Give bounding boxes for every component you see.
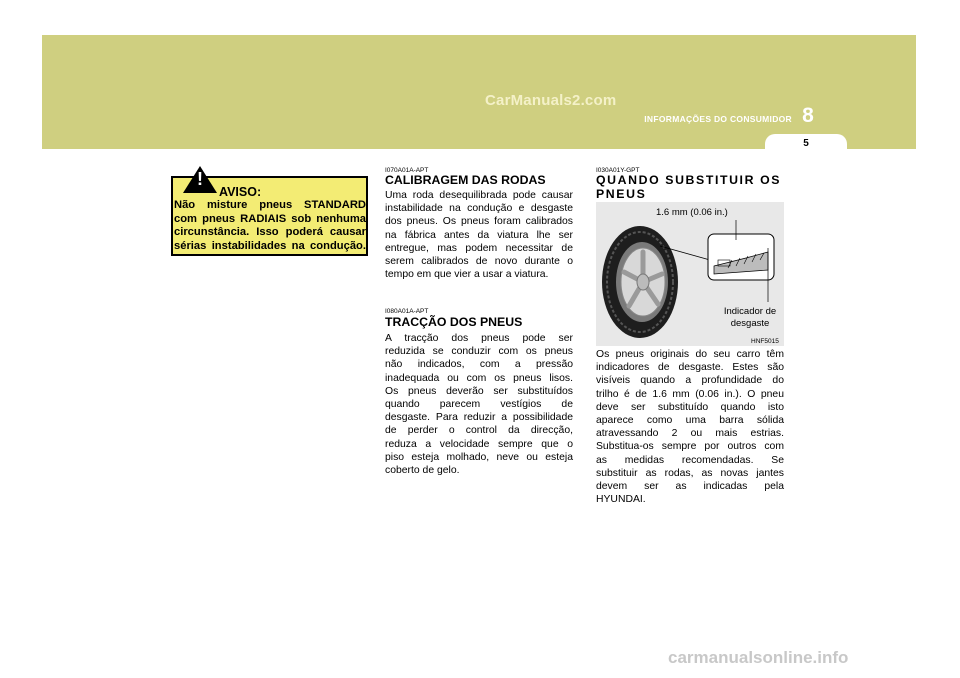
warning-line: circunstância. Isso poderá causar [174,226,366,238]
text-line: visíveis quando a profundidade do [596,375,784,387]
section-heading: CALIBRAGEM DAS RODAS [385,173,546,187]
section-heading: TRACÇÃO DOS PNEUS [385,315,523,329]
text-line: Uma roda desequilibrada pode causar [385,190,573,201]
site-link[interactable]: CarManuals2.com [485,92,617,109]
footer-site-link[interactable]: carmanualsonline.info [668,648,849,667]
warning-line: com pneus RADIAIS sob nenhuma [174,212,366,225]
section-code: I030A01Y-GPT [596,167,640,174]
text-line: instabilidade na condução e desgaste [385,203,573,215]
section-title: INFORMAÇÕES DO CONSUMIDOR [644,114,792,124]
text-line: Os pneus originais do seu carro têm [596,349,784,360]
text-line: aparece como uma barra sólida [596,415,784,427]
section-paragraph [385,332,573,477]
chapter-number: 8 [802,104,814,127]
section-code: I070A01A-APT [385,167,429,174]
measure-label: 1.6 mm (0.06 in.) [656,207,728,218]
text-line: A tracção dos pneus pode ser [385,333,573,344]
text-line: não indicados, com a pressão [385,359,573,371]
wheel-hub [637,274,649,290]
text-line: substituir as rodas, as novas jantes [596,467,784,479]
text-line: dos pneus. Os pneus foram calibrados [385,216,573,228]
text-line: tempo em que vier a usar a viatura. [385,269,549,281]
text-line: reduza a velocidade sempre que o [385,438,573,450]
page-number: 5 [803,138,809,149]
text-line: HYUNDAI. [596,494,646,506]
warning-line: Não misture pneus STANDARD [174,199,366,211]
text-line: reduzida se conduzir com os pneus [385,346,573,358]
text-line: atravessando 2 ou mais estrias. [596,428,784,440]
text-line: na fábrica antes da viatura lhe ser [385,229,573,241]
heading-line: QUANDO SUBSTITUIR OS [596,173,782,187]
section-code: I080A01A-APT [385,308,429,315]
text-line: quando parecem vestígios de [385,399,573,411]
text-line: deve ser substituído quando isto [596,401,784,413]
warning-exclamation: ! [197,169,203,189]
text-line: trilho é de 1.6 mm (0.06 in.). O pneu [596,388,784,400]
warning-text [174,199,366,253]
text-line: de perder o control da direcção, [385,425,573,437]
heading-line: PNEUS [596,187,647,201]
text-line: as medidas recomendadas. Se [596,454,784,466]
header-band [42,35,916,149]
text-line: coberto de gelo. [385,465,460,477]
figure-code: HNF5015 [751,338,779,345]
text-line: entregue, mas podem necessitar de [385,242,573,254]
text-line: inadequada ou com os pneus lisos. [385,372,573,384]
label-line: Indicador de [723,306,777,317]
indicator-label [720,306,780,330]
text-line: Substitua-os sempre por outros com [596,441,784,453]
section-heading [596,173,784,201]
text-line: Os pneus deverão ser substituídos [385,385,573,397]
text-line: serem calibrados de novo durante o [385,256,573,268]
section-paragraph [596,348,784,506]
warning-title: AVISO: [219,185,262,199]
text-line: desgaste. Para reduzir a possibilidade [385,412,573,424]
text-line: devem ser as indicadas pela [596,481,784,493]
text-line: indicadores de desgaste. Estes são [596,362,784,374]
text-line: piso esteja molhado, neve ou esteja [385,451,573,463]
section-paragraph [385,189,573,281]
tire-figure [596,202,784,346]
label-line: desgaste [730,318,770,329]
warning-line: sérias instabilidades na condução. [174,239,366,252]
